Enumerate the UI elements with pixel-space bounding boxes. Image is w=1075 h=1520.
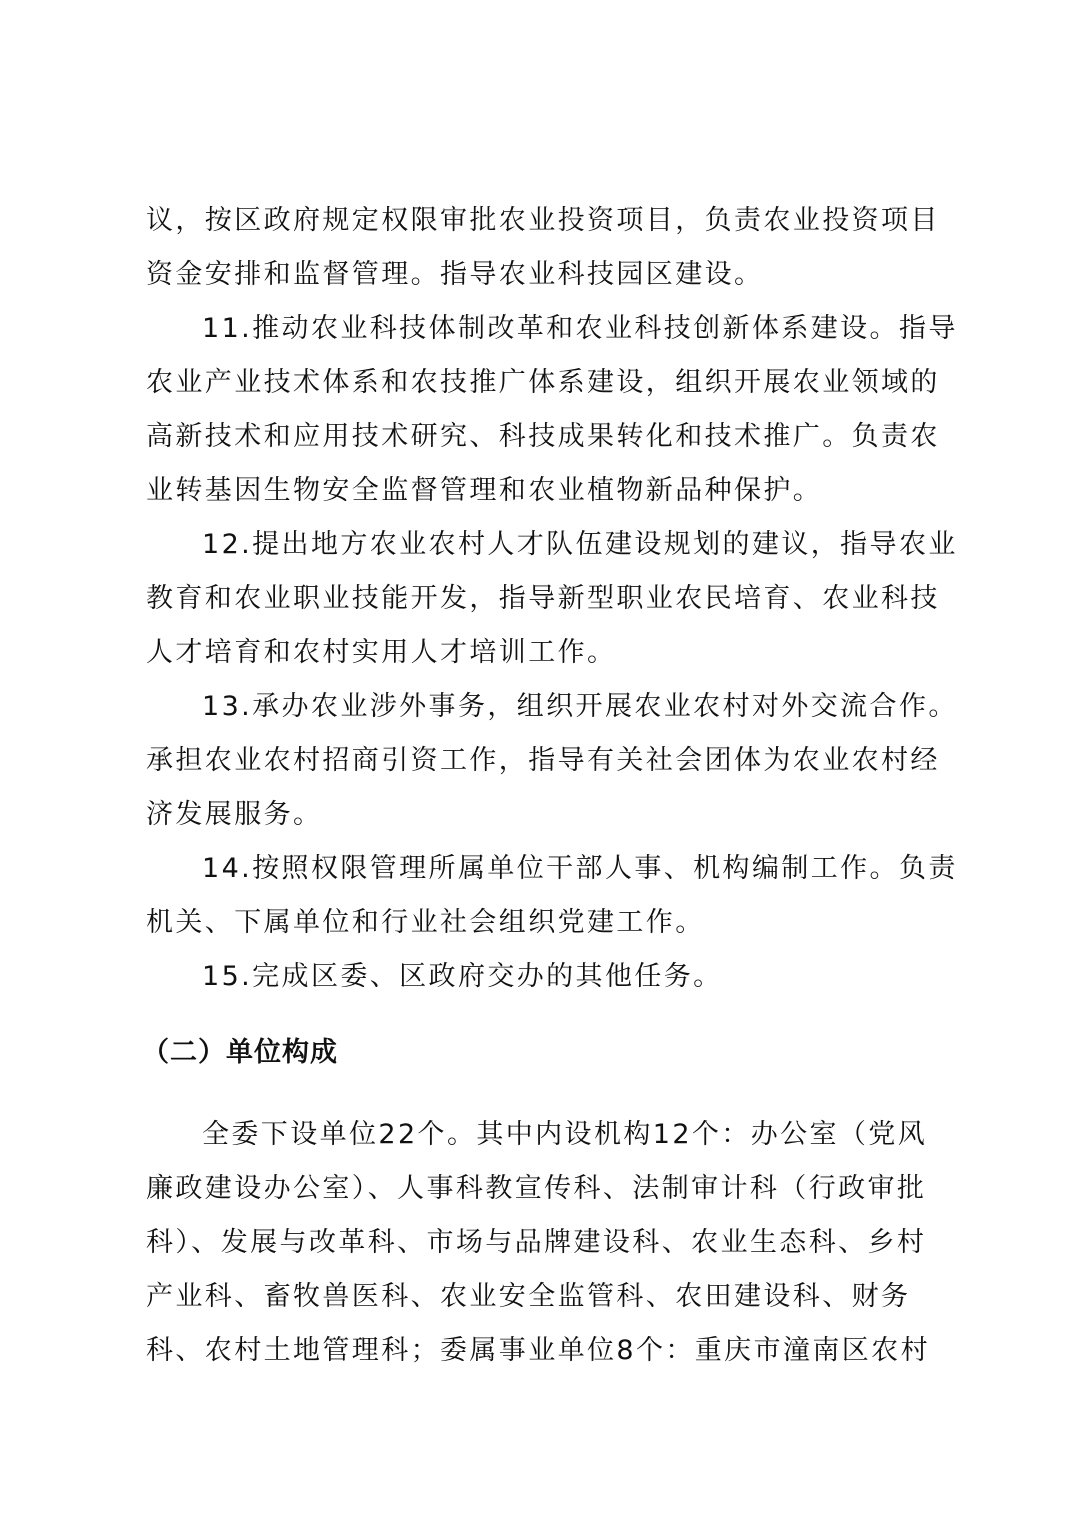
item-11-paragraph <box>146 302 958 518</box>
item-13-paragraph <box>146 680 958 842</box>
document-body <box>142 194 958 1378</box>
text-line: 11.推动农业科技体制改革和农业科技创新体系建设。指导 <box>202 313 958 344</box>
text-line: 人才培育和农村实用人才培训工作。 <box>146 637 617 668</box>
text-line: 13.承办农业涉外事务，组织开展农业农村对外交流合作。 <box>202 691 958 722</box>
text-line: 全委下设单位22个。其中内设机构12个：办公室（党风 <box>202 1119 928 1150</box>
paragraph-investment-approval <box>146 194 940 302</box>
text-line: 12.提出地方农业农村人才队伍建设规划的建议，指导农业 <box>202 529 958 560</box>
text-line: 14.按照权限管理所属单位干部人事、机构编制工作。负责 <box>202 853 958 884</box>
text-line: 机关、下属单位和行业社会组织党建工作。 <box>146 907 705 938</box>
item-14-paragraph <box>146 842 958 950</box>
text-line: 济发展服务。 <box>146 799 323 830</box>
text-line: 15.完成区委、区政府交办的其他任务。 <box>202 961 723 992</box>
text-line: 高新技术和应用技术研究、科技成果转化和技术推广。负责农 <box>146 421 940 452</box>
text-line: 农业产业技术体系和农技推广体系建设，组织开展农业领域的 <box>146 367 940 398</box>
text-line: 产业科、畜牧兽医科、农业安全监管科、农田建设科、财务 <box>146 1281 911 1312</box>
item-15-paragraph <box>146 950 936 1004</box>
section-heading: （二）单位构成 <box>142 1037 338 1068</box>
text-line: 业转基因生物安全监督管理和农业植物新品种保护。 <box>146 475 823 506</box>
spacer <box>146 1080 936 1108</box>
text-line: 承担农业农村招商引资工作，指导有关社会团体为农业农村经 <box>146 745 940 776</box>
text-line: 科、农村土地管理科；委属事业单位8个：重庆市潼南区农村 <box>146 1335 930 1366</box>
text-line: 教育和农业职业技能开发，指导新型职业农民培育、农业科技 <box>146 583 940 614</box>
text-line: 资金安排和监督管理。指导农业科技园区建设。 <box>146 259 764 290</box>
text-line: 议，按区政府规定权限审批农业投资项目，负责农业投资项目 <box>146 205 940 236</box>
unit-composition-paragraph <box>146 1108 936 1378</box>
text-line: 廉政建设办公室）、人事科教宣传科、法制审计科（行政审批 <box>146 1173 927 1204</box>
item-12-paragraph <box>146 518 958 680</box>
text-line: 科）、发展与改革科、市场与品牌建设科、农业生态科、乡村 <box>146 1227 927 1258</box>
